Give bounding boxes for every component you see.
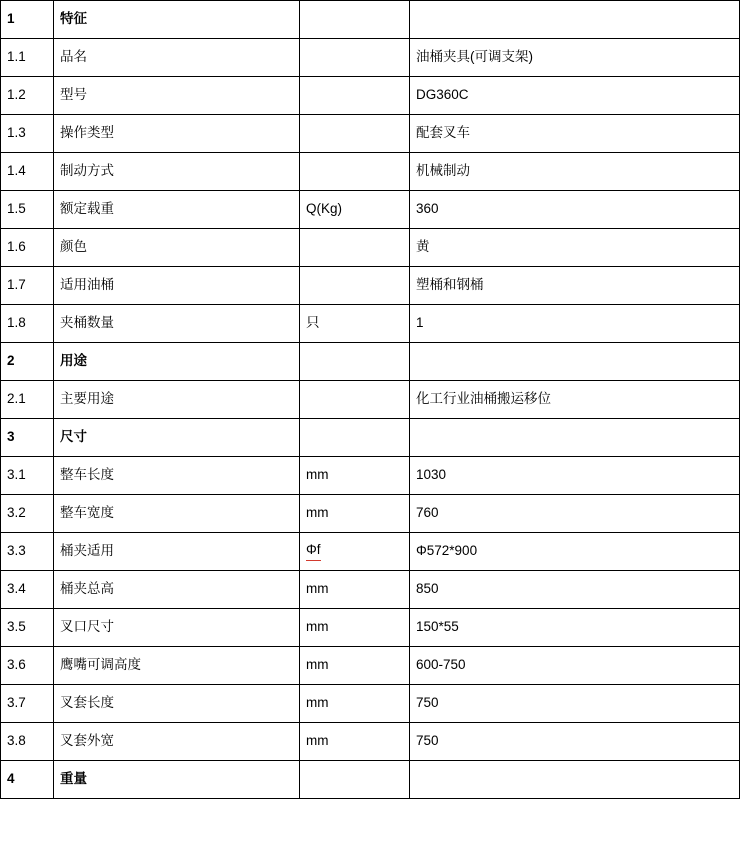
- row-label-cell: 桶夹总高: [54, 571, 300, 609]
- row-value-cell: 750: [410, 723, 740, 761]
- specification-table-body: [1, 1, 740, 799]
- table-row: [1, 1, 740, 39]
- row-label-cell: 品名: [54, 39, 300, 77]
- row-label-cell: 用途: [54, 343, 300, 381]
- row-label-cell: 颜色: [54, 229, 300, 267]
- row-unit-cell: mm: [300, 609, 410, 647]
- row-value-cell: 塑桶和钢桶: [410, 267, 740, 305]
- row-number-cell: 2.1: [1, 381, 54, 419]
- row-unit-cell: mm: [300, 495, 410, 533]
- row-label-cell: 额定载重: [54, 191, 300, 229]
- row-label-cell: 叉套外宽: [54, 723, 300, 761]
- table-row: [1, 39, 740, 77]
- row-number-cell: 3.6: [1, 647, 54, 685]
- row-unit-cell: [300, 229, 410, 267]
- row-unit-cell: [300, 39, 410, 77]
- row-value-cell: Φ572*900: [410, 533, 740, 571]
- table-row: [1, 191, 740, 229]
- table-row: [1, 381, 740, 419]
- row-label-cell: 鹰嘴可调高度: [54, 647, 300, 685]
- row-label-cell: 操作类型: [54, 115, 300, 153]
- row-label-cell: 叉口尺寸: [54, 609, 300, 647]
- row-value-cell: 360: [410, 191, 740, 229]
- row-value-cell: 1030: [410, 457, 740, 495]
- row-number-cell: 3.7: [1, 685, 54, 723]
- row-number-cell: 3.5: [1, 609, 54, 647]
- row-label-cell: 重量: [54, 761, 300, 799]
- row-number-cell: 1.2: [1, 77, 54, 115]
- row-unit-cell: mm: [300, 457, 410, 495]
- row-value-cell: 600-750: [410, 647, 740, 685]
- table-row: [1, 153, 740, 191]
- row-value-cell: 750: [410, 685, 740, 723]
- row-unit-cell: [300, 533, 410, 571]
- row-label-cell: 主要用途: [54, 381, 300, 419]
- table-row: [1, 77, 740, 115]
- row-unit-cell: mm: [300, 685, 410, 723]
- row-number-cell: 3.1: [1, 457, 54, 495]
- row-value-cell: 760: [410, 495, 740, 533]
- row-label-cell: 尺寸: [54, 419, 300, 457]
- row-number-cell: 1.1: [1, 39, 54, 77]
- row-value-cell: [410, 343, 740, 381]
- row-unit-text: Φf: [306, 542, 321, 560]
- row-number-cell: 1: [1, 1, 54, 39]
- row-unit-cell: mm: [300, 647, 410, 685]
- row-number-cell: 1.7: [1, 267, 54, 305]
- row-label-cell: 适用油桶: [54, 267, 300, 305]
- table-row: [1, 305, 740, 343]
- table-row: [1, 115, 740, 153]
- row-number-cell: 3.3: [1, 533, 54, 571]
- row-value-cell: [410, 761, 740, 799]
- row-unit-cell: mm: [300, 723, 410, 761]
- table-row: [1, 419, 740, 457]
- row-number-cell: 3.8: [1, 723, 54, 761]
- row-unit-cell: [300, 1, 410, 39]
- row-number-cell: 1.3: [1, 115, 54, 153]
- row-unit-cell: 只: [300, 305, 410, 343]
- row-value-cell: 850: [410, 571, 740, 609]
- row-value-cell: 黄: [410, 229, 740, 267]
- row-unit-cell: Q(Kg): [300, 191, 410, 229]
- table-row: [1, 533, 740, 571]
- table-row: [1, 229, 740, 267]
- table-row: [1, 761, 740, 799]
- row-value-cell: 配套叉车: [410, 115, 740, 153]
- row-value-cell: 化工行业油桶搬运移位: [410, 381, 740, 419]
- row-label-cell: 整车宽度: [54, 495, 300, 533]
- row-label-cell: 特征: [54, 1, 300, 39]
- row-label-cell: 型号: [54, 77, 300, 115]
- row-label-cell: 叉套长度: [54, 685, 300, 723]
- table-row: [1, 685, 740, 723]
- table-row: [1, 609, 740, 647]
- table-row: [1, 647, 740, 685]
- table-row: [1, 457, 740, 495]
- row-value-cell: 150*55: [410, 609, 740, 647]
- row-number-cell: 4: [1, 761, 54, 799]
- row-number-cell: 3.2: [1, 495, 54, 533]
- row-unit-cell: [300, 343, 410, 381]
- table-row: [1, 723, 740, 761]
- row-unit-cell: [300, 267, 410, 305]
- table-row: [1, 495, 740, 533]
- row-label-cell: 夹桶数量: [54, 305, 300, 343]
- row-unit-cell: mm: [300, 571, 410, 609]
- table-row: [1, 571, 740, 609]
- row-unit-cell: [300, 761, 410, 799]
- row-value-cell: 1: [410, 305, 740, 343]
- row-value-cell: [410, 419, 740, 457]
- row-number-cell: 1.6: [1, 229, 54, 267]
- row-number-cell: 1.4: [1, 153, 54, 191]
- row-number-cell: 1.8: [1, 305, 54, 343]
- row-number-cell: 3.4: [1, 571, 54, 609]
- row-number-cell: 2: [1, 343, 54, 381]
- row-unit-cell: [300, 153, 410, 191]
- row-label-cell: 整车长度: [54, 457, 300, 495]
- row-value-cell: [410, 1, 740, 39]
- row-value-cell: DG360C: [410, 77, 740, 115]
- row-unit-cell: [300, 115, 410, 153]
- table-row: [1, 267, 740, 305]
- row-number-cell: 1.5: [1, 191, 54, 229]
- row-label-cell: 桶夹适用: [54, 533, 300, 571]
- row-number-cell: 3: [1, 419, 54, 457]
- row-value-cell: 油桶夹具(可调支架): [410, 39, 740, 77]
- row-unit-cell: [300, 419, 410, 457]
- row-value-cell: 机械制动: [410, 153, 740, 191]
- row-unit-cell: [300, 77, 410, 115]
- row-label-cell: 制动方式: [54, 153, 300, 191]
- table-row: [1, 343, 740, 381]
- row-unit-cell: [300, 381, 410, 419]
